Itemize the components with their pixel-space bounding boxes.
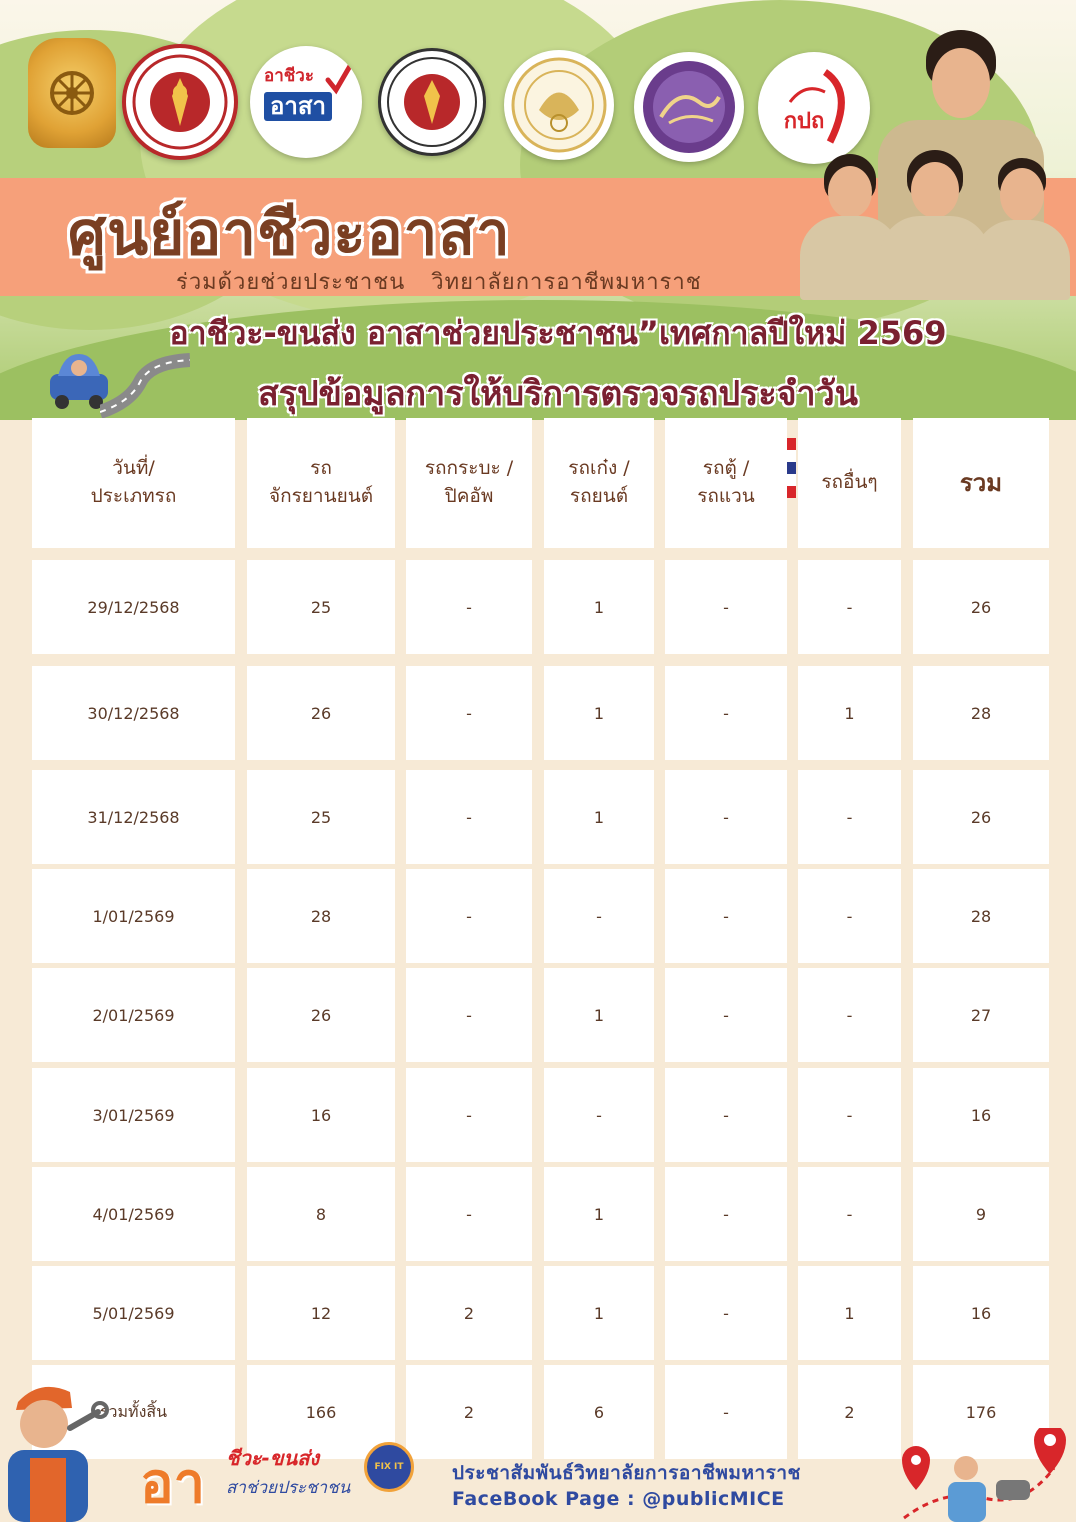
fixit-badge-icon — [364, 1442, 414, 1492]
table-cell: 30/12/2568 — [32, 666, 235, 760]
archiva-asa-line1: อาชีวะ — [264, 66, 314, 86]
table-cell: - — [406, 666, 532, 760]
table-cell: - — [798, 1068, 901, 1162]
table-header-cell — [247, 418, 395, 548]
fixit-badge-text: FIX IT — [374, 1462, 404, 1472]
table-cell: - — [406, 869, 532, 963]
archiva-asa-line2: อาสา — [264, 92, 332, 121]
header-label-line2: จักรยานยนต์ — [268, 485, 374, 507]
table-cell: - — [798, 1167, 901, 1261]
table-cell: 4/01/2569 — [32, 1167, 235, 1261]
table-cell: 5/01/2569 — [32, 1266, 235, 1360]
table-cell: - — [798, 968, 901, 1062]
thai-flag-decoration — [786, 438, 796, 498]
table-cell: - — [406, 968, 532, 1062]
table-cell: 1 — [798, 1266, 901, 1360]
table-cell: - — [665, 968, 787, 1062]
table-cell: - — [665, 869, 787, 963]
center-title: ศูนย์อาชีวะอาสา — [68, 199, 511, 269]
archiva-asa-logo — [250, 46, 362, 158]
table-total-cell: 176 — [913, 1365, 1049, 1459]
table-cell: - — [665, 770, 787, 864]
table-cell: 2 — [406, 1266, 532, 1360]
headline-line1: อาชีวะ-ขนส่ง อาสาช่วยประชาชน”เทศกาลปีใหม่ 2569 — [169, 314, 947, 352]
table-cell: 16 — [913, 1068, 1049, 1162]
table-cell: 1 — [544, 560, 654, 654]
golden-seal-icon — [504, 50, 614, 160]
header-label-line1: วันที่/ — [112, 457, 155, 480]
table-cell: 25 — [247, 560, 395, 654]
table-total-cell: 6 — [544, 1365, 654, 1459]
table-cell: 26 — [247, 968, 395, 1062]
header-label-line2: ปิคอัพ — [444, 485, 494, 507]
headline-line2: สรุปข้อมูลการให้บริการตรวจรถประจำวัน — [258, 374, 858, 414]
table-cell: 16 — [247, 1068, 395, 1162]
table-cell: 28 — [913, 666, 1049, 760]
table-cell: 31/12/2568 — [32, 770, 235, 864]
table-header-cell — [798, 418, 901, 548]
header-label-line1: รถอื่นๆ — [821, 471, 878, 494]
ministry-emblem-icon — [28, 38, 116, 148]
staff-photo — [974, 156, 1070, 300]
header-label-line2: ประเภทรถ — [90, 485, 177, 507]
table-cell: 1 — [544, 1266, 654, 1360]
table-total-cell: 2 — [798, 1365, 901, 1459]
table-cell: 1 — [544, 666, 654, 760]
table-cell: 2/01/2569 — [32, 968, 235, 1062]
table-total-cell: - — [665, 1365, 787, 1459]
table-total-cell: 2 — [406, 1365, 532, 1459]
table-cell: 3/01/2569 — [32, 1068, 235, 1162]
table-cell: 28 — [247, 869, 395, 963]
table-cell: 26 — [913, 770, 1049, 864]
table-cell: 16 — [913, 1266, 1049, 1360]
footer-pr-line: ประชาสัมพันธ์วิทยาลัยการอาชีพมหาราช — [452, 1462, 801, 1484]
table-cell: 9 — [913, 1167, 1049, 1261]
header-banner — [0, 0, 1076, 420]
table-cell: - — [665, 560, 787, 654]
table-cell: - — [798, 560, 901, 654]
table-cell: - — [406, 770, 532, 864]
table-cell: - — [406, 560, 532, 654]
purple-seal-icon — [634, 52, 744, 162]
footer-logo-big: อา — [140, 1451, 206, 1516]
footer-brand-logo — [140, 1432, 420, 1520]
mechanic-illustration — [0, 1372, 110, 1522]
table-total-cell: 166 — [247, 1365, 395, 1459]
table-cell: 1 — [544, 1167, 654, 1261]
table-cell: - — [406, 1068, 532, 1162]
table-header-cell — [913, 418, 1049, 548]
table-cell: 8 — [247, 1167, 395, 1261]
table-header-cell — [406, 418, 532, 548]
header-label-line2: รถแวน — [697, 485, 755, 507]
table-cell: 27 — [913, 968, 1049, 1062]
table-cell: - — [544, 869, 654, 963]
map-route-illustration — [884, 1428, 1076, 1522]
header-label-line1: รถกระบะ / — [424, 457, 514, 480]
header-label-line1: รวม — [959, 468, 1003, 497]
table-cell: - — [665, 1266, 787, 1360]
college-seal-icon — [378, 48, 486, 156]
table-cell: 1 — [544, 770, 654, 864]
footer-logo-line1: ชีวะ-ขนส่ง — [226, 1446, 320, 1470]
table-total-cell: รวมทั้งสิ้น — [32, 1365, 235, 1459]
footer-logo-line2: สาช่วยประชาชน — [226, 1478, 351, 1498]
table-cell: - — [665, 1068, 787, 1162]
table-cell: 28 — [913, 869, 1049, 963]
table-cell: - — [665, 1167, 787, 1261]
header-label-line1: รถตู้ / — [702, 457, 750, 480]
vocational-commission-seal-icon — [122, 44, 238, 160]
header-label-line1: รถเก๋ง / — [568, 457, 630, 480]
table-cell: 1 — [798, 666, 901, 760]
table-cell: - — [798, 770, 901, 864]
table-cell: 26 — [247, 666, 395, 760]
table-header-cell — [32, 418, 235, 548]
footer-facebook-line[interactable]: FaceBook Page : @publicMICE — [452, 1488, 785, 1510]
kpd-logo-text: กปถ — [783, 109, 825, 135]
table-cell: 1/01/2569 — [32, 869, 235, 963]
table-cell: - — [665, 666, 787, 760]
table-cell: - — [798, 869, 901, 963]
table-cell: 26 — [913, 560, 1049, 654]
table-cell: - — [406, 1167, 532, 1261]
table-cell: - — [544, 1068, 654, 1162]
header-label-line2: รถยนต์ — [569, 485, 629, 507]
table-cell: 12 — [247, 1266, 395, 1360]
table-header-cell — [544, 418, 654, 548]
table-cell: 1 — [544, 968, 654, 1062]
kpd-logo-icon — [758, 52, 870, 164]
table-header-cell — [665, 418, 787, 548]
header-label-line1: รถ — [310, 457, 332, 480]
table-cell: 29/12/2568 — [32, 560, 235, 654]
table-cell: 25 — [247, 770, 395, 864]
center-subtitle: ร่วมด้วยช่วยประชาชน วิทยาลัยการอาชีพมหาราช — [176, 270, 702, 295]
